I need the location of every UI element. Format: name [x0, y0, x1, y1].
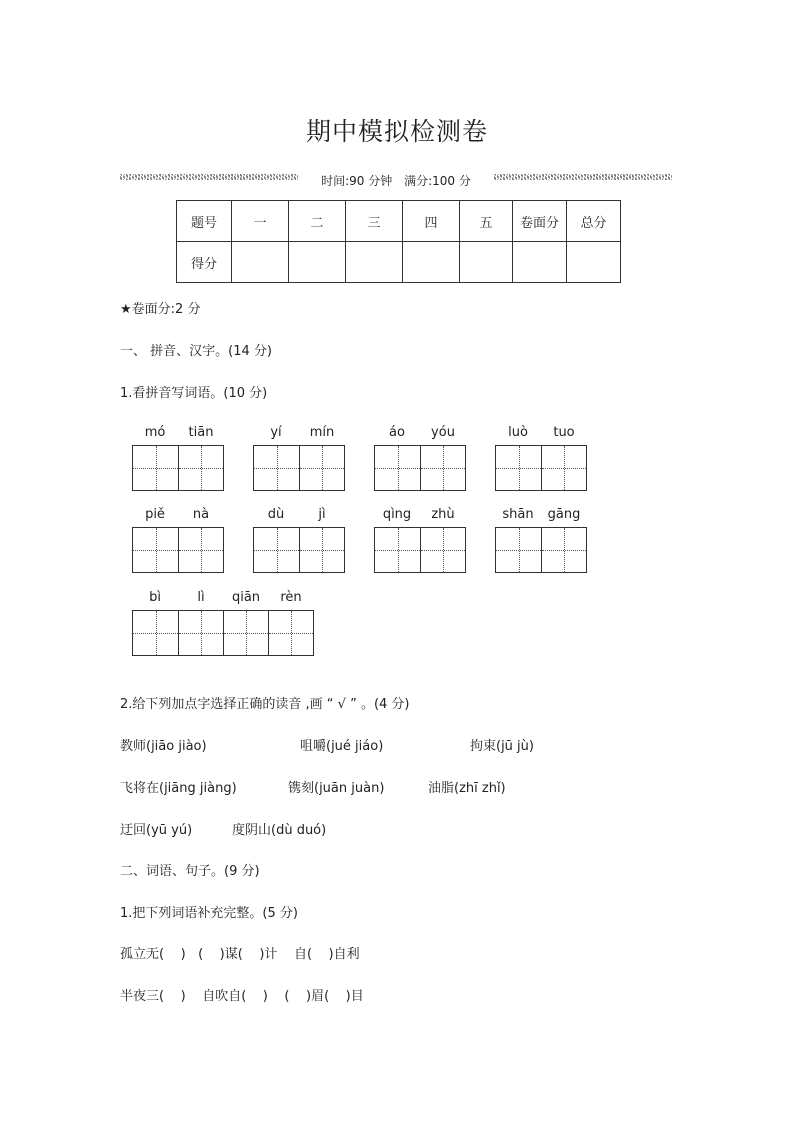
writing-cell[interactable] [178, 611, 223, 655]
time-limit: 时间:90 分钟 [321, 174, 393, 188]
writing-cell[interactable] [299, 446, 344, 490]
writing-cell[interactable] [496, 446, 541, 490]
score-table-header-cell: 总分 [567, 201, 621, 242]
pinyin-text: shān [502, 507, 534, 522]
pinyin-text: luò [508, 425, 528, 440]
full-score: 满分:100 分 [404, 174, 471, 188]
q2-label: 2.给下列加点字选择正确的读音 ,画 “ √ ” 。(4 分) [120, 697, 410, 712]
exam-meta-line [120, 172, 672, 190]
pinyin-text: rèn [280, 590, 302, 605]
pinyin-text: qiān [231, 590, 261, 605]
score-table-header-cell: 三 [346, 201, 403, 242]
pinyin-text: bì [149, 590, 161, 605]
writing-cell[interactable] [420, 446, 465, 490]
pinyin-text: tuo [553, 425, 575, 440]
writing-cell[interactable] [375, 446, 420, 490]
writing-cell[interactable] [420, 528, 465, 572]
pinyin-text: jì [318, 507, 326, 522]
score-input-cell[interactable] [346, 242, 403, 283]
writing-cell[interactable] [178, 446, 223, 490]
writing-cell[interactable] [299, 528, 344, 572]
score-input-cell[interactable] [403, 242, 460, 283]
section2-heading: 二、词语、句子。(9 分) [120, 864, 260, 879]
score-table-header-cell: 卷面分 [513, 201, 567, 242]
reading-choice-item[interactable]: 迂回(yū yú) [120, 823, 193, 838]
q1-label: 1.看拼音写词语。(10 分) [120, 386, 268, 401]
score-row-label: 得分 [177, 242, 232, 283]
pinyin-text: mó [144, 425, 166, 440]
section1-heading: 一、 拼音、汉字。(14 分) [120, 344, 272, 359]
pinyin-text: yóu [431, 425, 455, 440]
reading-choice-item[interactable]: 拘束(jū jù) [470, 739, 534, 754]
score-input-cell[interactable] [513, 242, 567, 283]
score-table-score-row [177, 242, 621, 283]
idiom-fill-line[interactable]: 孤立无( ) ( )谋( )计 自( )自利 [120, 947, 360, 962]
neatness-note: ★卷面分:2 分 [120, 302, 201, 317]
pinyin-text: zhù [431, 507, 455, 522]
page-title: 期中模拟检测卷 [305, 117, 488, 146]
score-input-cell[interactable] [567, 242, 621, 283]
writing-cell[interactable] [223, 611, 268, 655]
pinyin-text: lì [197, 590, 205, 605]
writing-cell[interactable] [496, 528, 541, 572]
score-table [176, 200, 621, 283]
reading-choice-item[interactable]: 度阴山(dù duó) [232, 823, 327, 838]
score-table-header-cell: 四 [403, 201, 460, 242]
writing-cell[interactable] [268, 611, 313, 655]
score-input-cell[interactable] [232, 242, 289, 283]
writing-cell[interactable] [178, 528, 223, 572]
pinyin-text: tiān [188, 425, 214, 440]
decorative-wave-right [494, 174, 672, 180]
writing-cell[interactable] [541, 528, 586, 572]
reading-choice-item[interactable]: 飞将在(jiāng jiàng) [120, 781, 237, 796]
score-table-header-cell: 五 [460, 201, 513, 242]
reading-choice-item[interactable]: 教师(jiāo jiào) [120, 739, 207, 754]
reading-choice-item[interactable]: 咀嚼(jué jiáo) [300, 739, 384, 754]
reading-choice-item[interactable]: 镌刻(juān juàn) [288, 781, 385, 796]
writing-cell[interactable] [133, 528, 178, 572]
writing-cell[interactable] [133, 446, 178, 490]
score-table-header-cell: 题号 [177, 201, 232, 242]
section2-q1-label: 1.把下列词语补充完整。(5 分) [120, 906, 298, 921]
pinyin-text: gāng [547, 507, 581, 522]
pinyin-text: yí [270, 425, 282, 440]
writing-cell[interactable] [254, 528, 299, 572]
pinyin-text: piě [145, 507, 165, 522]
reading-choice-item[interactable]: 油脂(zhī zhǐ) [428, 781, 506, 796]
writing-cell[interactable] [375, 528, 420, 572]
pinyin-text: mín [309, 425, 335, 440]
writing-cell[interactable] [254, 446, 299, 490]
score-input-cell[interactable] [289, 242, 346, 283]
pinyin-text: qìng [382, 507, 412, 522]
score-table-header-cell: 二 [289, 201, 346, 242]
score-table-header-cell: 一 [232, 201, 289, 242]
pinyin-text: dù [267, 507, 285, 522]
score-table-header-row [177, 201, 621, 242]
idiom-fill-line[interactable]: 半夜三( ) 自吹自( ) ( )眉( )目 [120, 989, 364, 1004]
pinyin-text: áo [389, 425, 405, 440]
writing-cell[interactable] [541, 446, 586, 490]
score-input-cell[interactable] [460, 242, 513, 283]
pinyin-text: nà [192, 507, 210, 522]
writing-cell[interactable] [133, 611, 178, 655]
